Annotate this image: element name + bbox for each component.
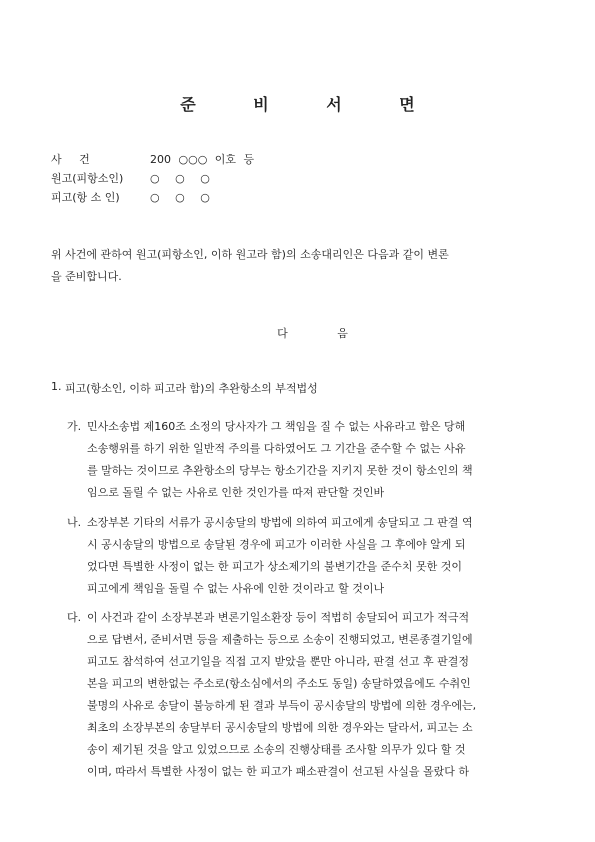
item-body: [87, 512, 473, 600]
item-line: 소장부본 기타의 서류가 공시송달의 방법에 의하여 피고에게 송달되고 그 판결 역: [87, 516, 473, 529]
item-line: 피고도 참석하여 선고기일을 직접 고지 받았을 뿐만 아니라, 판결 선고 후 판결정: [87, 655, 469, 668]
item-marker: 나.: [67, 516, 82, 529]
item-line: 최초의 소장부본의 송달부터 공시송달의 방법에 의한 경우와는 달라서, 피고는 소: [87, 721, 473, 734]
item-marker: 가.: [67, 420, 82, 433]
item-line: 본을 피고의 변한없는 주소로(항소심에서의 주소도 동일) 송달하였음에도 수취인: [87, 677, 471, 690]
item-line: 소송행위를 하기 위한 일반적 주의를 다하였어도 그 기간을 준수할 수 없는 사유: [87, 442, 466, 455]
item-line: 불명의 사유로 송달이 불능하게 된 결과 부득이 공시송달의 방법에 의한 경우에는,: [87, 699, 477, 712]
item-line: 송이 제기된 것을 알고 있었으므로 소송의 진행상태를 조사할 의무가 있다 할 것: [87, 743, 466, 756]
item-line: 임으로 돌릴 수 없는 사유로 인한 것인가를 따져 판단할 것인바: [87, 486, 385, 499]
item-body: [87, 416, 473, 504]
section-1-number: 1.: [51, 380, 62, 393]
case-label: 사 건: [51, 153, 90, 166]
item-body: [87, 607, 476, 783]
page-title: 준 비 서 면: [180, 95, 441, 114]
item-line: 으로 답변서, 준비서면 등을 제출하는 등으로 소송이 진행되었고, 변론종결기일에: [87, 633, 473, 646]
plaintiff-label: 원고(피항소인): [51, 172, 124, 185]
defendant-value: ○ ○ ○: [150, 191, 210, 204]
item-line: 피고에게 책임을 돌릴 수 없는 사유에 인한 것이라고 할 것이나: [87, 582, 385, 595]
intro-line: 위 사건에 관하여 원고(피항소인, 이하 원고라 함)의 소송대리인은 다음과 같이 변론: [51, 248, 449, 261]
item-line: 이며, 따라서 특별한 사정이 없는 한 피고가 패소판결이 선고된 사실을 몰랐다 하: [87, 765, 469, 778]
case-value: 200 ○○○ 이호 등: [150, 153, 255, 166]
item-line: 민사소송법 제160조 소정의 당사자가 그 책임을 질 수 없는 사유라고 함은 당해: [87, 420, 466, 433]
defendant-label: 피고(항 소 인): [51, 191, 120, 204]
section-divider-heading: 다 음: [277, 327, 348, 340]
item-line: 시 공시송달의 방법으로 송달된 경우에 피고가 이러한 사실을 그 후에야 알게 되: [87, 538, 466, 551]
item-line: 를 말하는 것이므로 추완항소의 당부는 항소기간을 지키지 못한 것이 항소인의 책: [87, 464, 473, 477]
intro-line: 을 준비합니다.: [51, 270, 122, 283]
intro-paragraph: [51, 244, 449, 288]
item-line: 이 사건과 같이 소장부본과 변론기일소환장 등이 적법히 송달되어 피고가 적극적: [87, 611, 470, 624]
section-1-title: 피고(항소인, 이하 피고라 함)의 추완항소의 부적법성: [65, 382, 318, 395]
plaintiff-value: ○ ○ ○: [150, 172, 210, 185]
item-marker: 다.: [67, 611, 82, 624]
item-line: 었다면 특별한 사정이 없는 한 피고가 상소제기의 불변기간을 준수치 못한 것이: [87, 560, 462, 573]
